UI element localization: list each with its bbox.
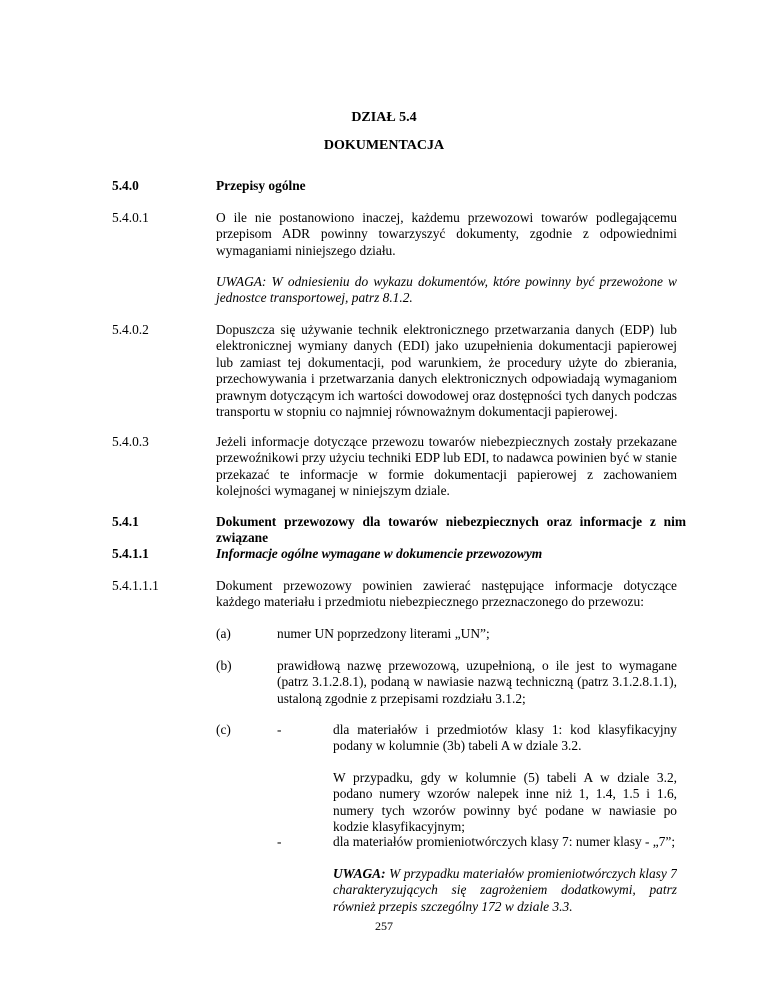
- dash-bullet: -: [277, 722, 282, 737]
- paragraph: Dokument przewozowy powinien zawierać następujące informacje dotyczące każdego materiału i przedmiotu niebezpiecznego przeznaczonego do przewozu:: [216, 578, 677, 610]
- note-text: : W odniesieniu do wykazu dokumentów, które powinny być przewożone w jednostce transportowej, patrz 8.1.2.: [216, 274, 677, 306]
- section-title: Przepisy ogólne: [216, 178, 306, 193]
- paragraph: Dopuszcza się używanie technik elektronicznego przetwarzania danych (EDP) lub elektronicznej wymiany danych (EDI) jako uzupełnienia dokumentacji papierowej lub zamiast tej dokumentacji, pod warunkiem, że procedury użyte do zbierania, przechowywania i przetwarzania danych elektronicznych odpowiadają wymaganiom prawnym dotyczącym ich wartości dowodowej oraz dostępności tych danych podczas transportu w stopniu co najmniej równoważnym dokumentacji papierowej.: [216, 322, 677, 420]
- section-number: 5.4.0: [112, 178, 139, 193]
- note-text: W przypadku materiałów promieniotwórczych klasy 7 charakteryzujących się zagrożeniem dodatkowymi, patrz również przepis szczególny 172 w dziale 3.3.: [333, 866, 677, 914]
- list-subitem: dla materiałów promieniotwórczych klasy 7: numer klasy - „7”;: [333, 834, 676, 849]
- list-item: prawidłową nazwę przewozową, uzupełnioną, o ile jest to wymagane (patrz 3.1.2.8.1), podaną w nawiasie nazwą techniczną (patrz 3.1.2.8.1.1), ustaloną zgodnie z przepisami rozdziału 3.1.2;: [277, 658, 677, 706]
- list-subitem: dla materiałów i przedmiotów klasy 1: kod klasyfikacyjny podany w kolumnie (3b) tabeli A w dziale 3.2.: [333, 722, 677, 754]
- list-label: (b): [216, 658, 232, 673]
- section-number: 5.4.0.3: [112, 434, 149, 449]
- list-label: (a): [216, 626, 231, 641]
- note: [333, 866, 677, 914]
- section-number: 5.4.0.1: [112, 210, 149, 225]
- section-title: Dokument przewozowy dla towarów niebezpiecznych oraz informacje z nim związane: [216, 514, 686, 546]
- note-label: UWAGA:: [333, 866, 386, 881]
- section-number: 5.4.1: [112, 514, 139, 529]
- dash-bullet: -: [277, 834, 282, 849]
- list-item: numer UN poprzedzony literami „UN”;: [277, 626, 490, 641]
- section-title: Informacje ogólne wymagane w dokumencie przewozowym: [216, 546, 543, 561]
- list-label: (c): [216, 722, 231, 737]
- paragraph: O ile nie postanowiono inaczej, każdemu przewozowi towarów podlegającemu przepisom ADR powinny towarzyszyć dokumenty, zgodnie z odpowiednimi wymaganiami niniejszego działu.: [216, 210, 677, 258]
- list-subitem: W przypadku, gdy w kolumnie (5) tabeli A w dziale 3.2, podano numery wzorów nalepek inne niż 1, 1.4, 1.5 i 1.6, numery tych wzorów powinny być podane w nawiasie po kodzie klasyfikacyjnym;: [333, 770, 677, 835]
- section-number: 5.4.0.2: [112, 322, 149, 337]
- section-number: 5.4.1.1: [112, 546, 149, 561]
- chapter-subtitle: DOKUMENTACJA: [323, 138, 445, 153]
- section-number: 5.4.1.1.1: [112, 578, 159, 593]
- note: [216, 274, 677, 307]
- page-number: 257: [375, 919, 393, 933]
- note-label: UWAGA: [216, 274, 262, 289]
- paragraph: Jeżeli informacje dotyczące przewozu towarów niebezpiecznych zostały przekazane przewoźnikowi przy użyciu techniki EDP lub EDI, to nadawca powinien być w stanie przekazać te informacje w formie dokumentacji papierowej z zachowaniem kolejności wymaganej w niniejszym dziale.: [216, 434, 677, 499]
- chapter-title: DZIAŁ 5.4: [351, 110, 417, 125]
